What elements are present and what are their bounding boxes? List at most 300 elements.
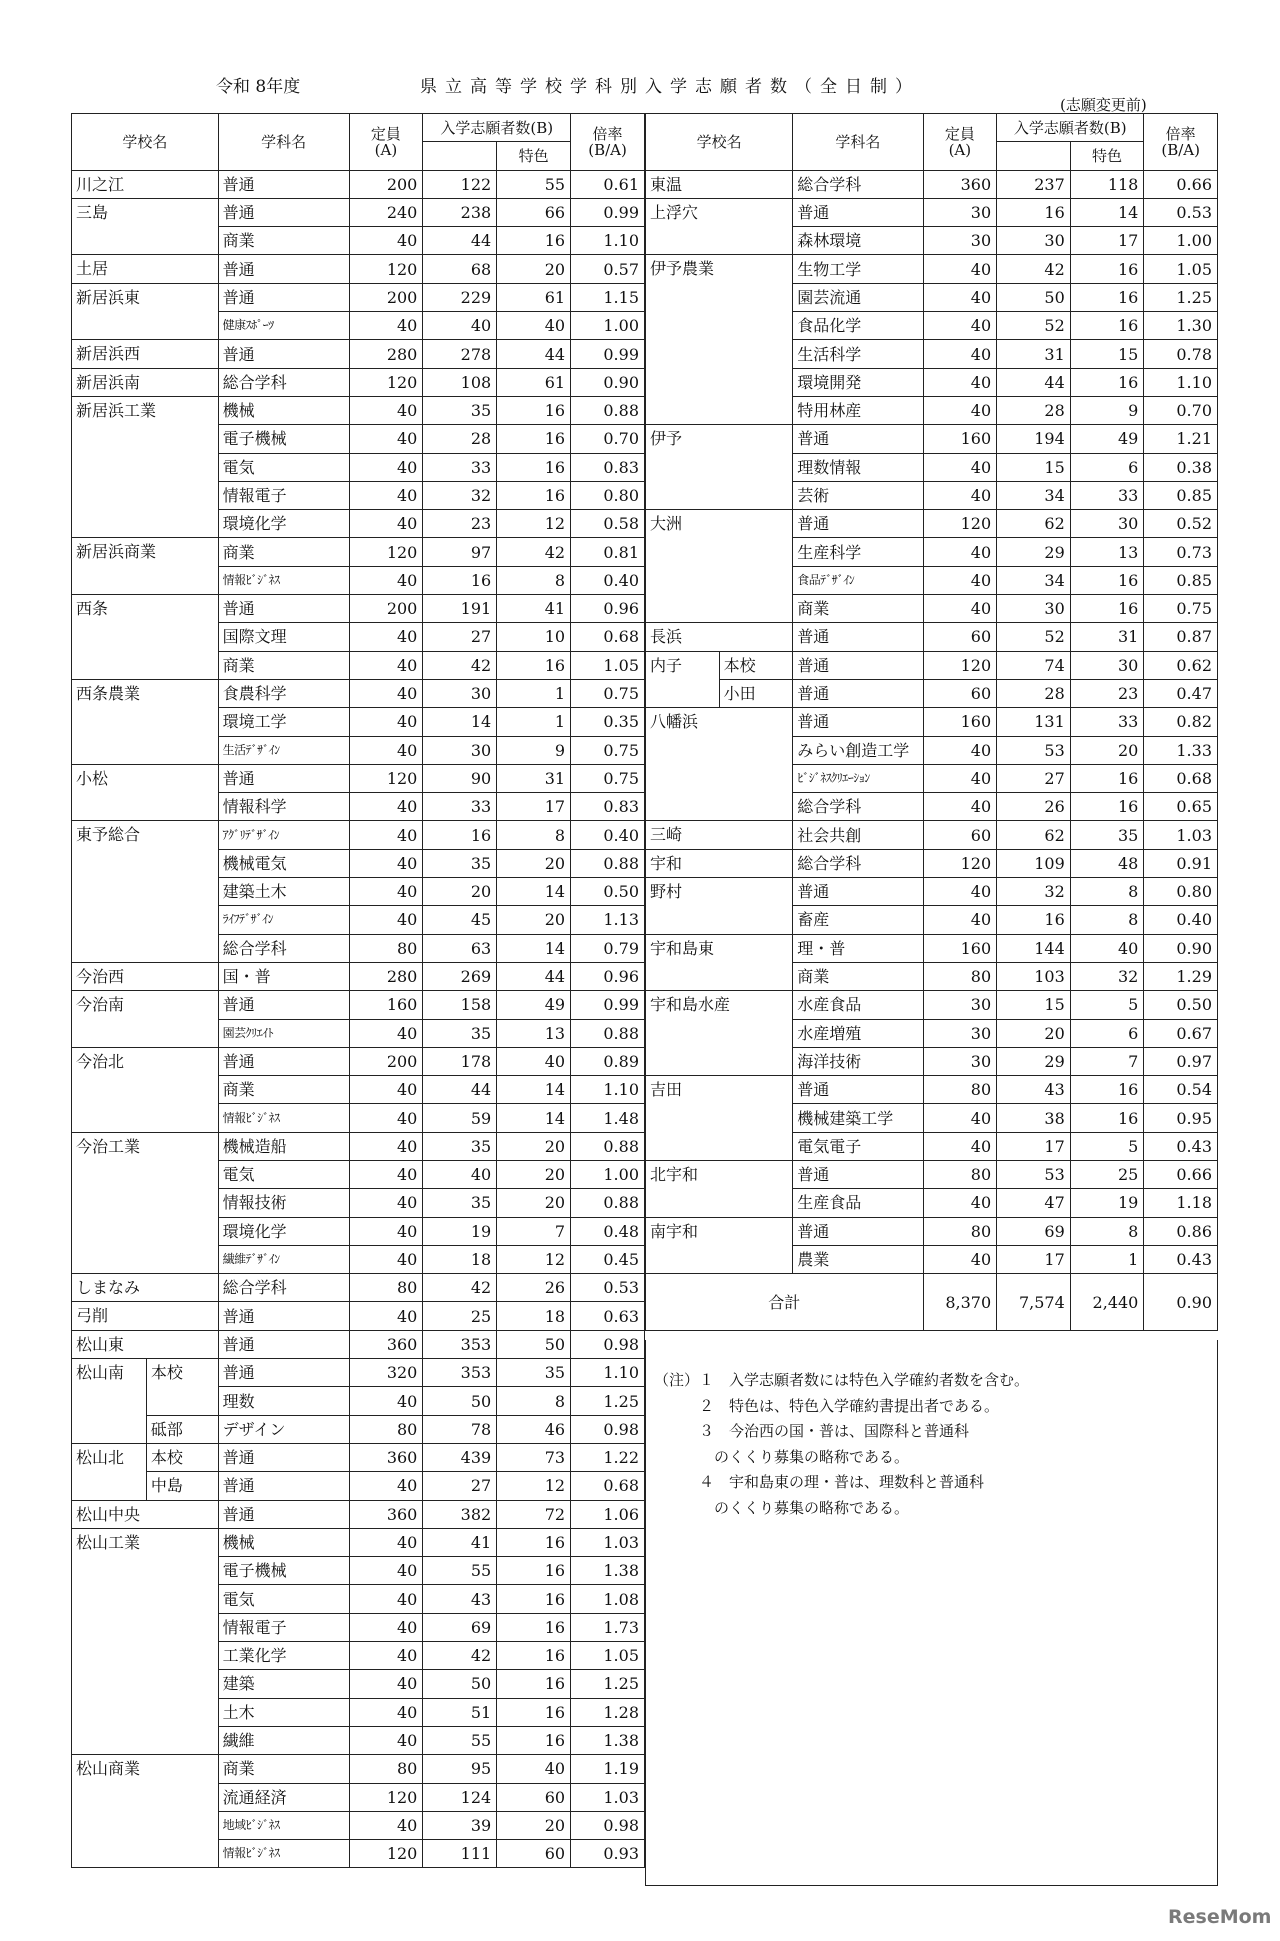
ratio-cell: 0.38 (1144, 453, 1218, 481)
applicants-cell: 35 (423, 849, 497, 877)
capacity-cell: 40 (349, 906, 423, 934)
tokushoku-cell: 41 (497, 595, 571, 623)
tokushoku-cell: 14 (497, 1104, 571, 1132)
capacity-cell: 40 (349, 1387, 423, 1415)
applicants-cell: 353 (423, 1330, 497, 1358)
applicants-cell: 30 (423, 736, 497, 764)
table-row (646, 623, 1218, 651)
tokushoku-cell: 16 (1070, 312, 1144, 340)
header-applicants: 入学志願者数(B) (423, 114, 571, 142)
dept-name: 普通 (793, 878, 923, 906)
ratio-cell: 0.89 (571, 1047, 645, 1075)
applicants-cell: 43 (423, 1585, 497, 1613)
dept-name: 商業 (793, 595, 923, 623)
table-row (646, 679, 1218, 707)
applicants-cell: 30 (997, 227, 1071, 255)
dept-name: ﾋﾞｼﾞﾈｽｸﾘｴｰｼｮﾝ (793, 764, 923, 792)
applicants-cell: 144 (997, 934, 1071, 962)
applicants-cell: 68 (423, 255, 497, 283)
tokushoku-cell: 16 (497, 1528, 571, 1556)
dept-name: 普通 (793, 1160, 923, 1188)
dept-name: 普通 (218, 1472, 349, 1500)
tokushoku-cell: 16 (497, 651, 571, 679)
tokushoku-cell: 14 (497, 934, 571, 962)
dept-name: 理数 (218, 1387, 349, 1415)
applicants-cell: 69 (423, 1613, 497, 1641)
dept-name: 国際文理 (218, 623, 349, 651)
dept-name: 機械電気 (218, 849, 349, 877)
capacity-cell: 200 (349, 1047, 423, 1075)
header-capacity: 定員 (A) (349, 114, 423, 171)
capacity-cell: 200 (349, 170, 423, 198)
ratio-cell: 0.99 (571, 340, 645, 368)
applicants-cell: 39 (423, 1811, 497, 1839)
ratio-cell: 1.18 (1144, 1189, 1218, 1217)
capacity-cell: 60 (923, 623, 997, 651)
dept-name: 機械 (218, 1528, 349, 1556)
capacity-cell: 80 (923, 962, 997, 990)
capacity-cell: 120 (923, 651, 997, 679)
table-row (646, 651, 1218, 679)
dept-name: 商業 (218, 538, 349, 566)
applicants-cell: 178 (423, 1047, 497, 1075)
header-ratio: 倍率 (B/A) (571, 114, 645, 171)
note-3-cont: のくくり募集の略称である。 (654, 1447, 910, 1466)
capacity-cell: 80 (349, 1755, 423, 1783)
capacity-cell: 40 (349, 651, 423, 679)
dept-name: 総合学科 (218, 934, 349, 962)
applicants-cell: 40 (423, 312, 497, 340)
applicants-cell: 14 (423, 708, 497, 736)
dept-name: 普通 (218, 340, 349, 368)
tokushoku-cell: 16 (497, 396, 571, 424)
ratio-cell: 0.68 (571, 1472, 645, 1500)
dept-name: 普通 (793, 679, 923, 707)
dept-name: 情報科学 (218, 793, 349, 821)
ratio-cell: 0.99 (571, 991, 645, 1019)
title-row (0, 72, 1280, 96)
header-dept: 学科名 (218, 114, 349, 171)
capacity-cell: 160 (923, 934, 997, 962)
ratio-cell: 0.67 (1144, 1019, 1218, 1047)
capacity-cell: 40 (349, 453, 423, 481)
dept-name: 生産科学 (793, 538, 923, 566)
capacity-cell: 40 (923, 396, 997, 424)
dept-name: みらい創造工学 (793, 736, 923, 764)
applicants-cell: 35 (423, 1019, 497, 1047)
tokushoku-cell: 61 (497, 368, 571, 396)
table-row (646, 1217, 1218, 1245)
tokushoku-cell: 49 (1070, 425, 1144, 453)
school-name: 宇和島水産 (646, 991, 793, 1076)
header-school: 学校名 (646, 114, 793, 171)
dept-name: 総合学科 (218, 368, 349, 396)
ratio-cell: 1.28 (571, 1698, 645, 1726)
ratio-cell: 0.88 (571, 396, 645, 424)
dept-name: 普通 (793, 708, 923, 736)
ratio-cell: 1.33 (1144, 736, 1218, 764)
capacity-cell: 40 (349, 1811, 423, 1839)
ratio-cell: 0.54 (1144, 1076, 1218, 1104)
capacity-cell: 40 (349, 510, 423, 538)
applicants-cell: 103 (997, 962, 1071, 990)
applicants-cell: 47 (997, 1189, 1071, 1217)
dept-name: 電気 (218, 1585, 349, 1613)
capacity-cell: 40 (349, 679, 423, 707)
ratio-cell: 0.98 (571, 1330, 645, 1358)
dept-name: 工業化学 (218, 1642, 349, 1670)
dept-name: 普通 (793, 651, 923, 679)
ratio-cell: 1.05 (571, 651, 645, 679)
ratio-cell: 0.91 (1144, 849, 1218, 877)
ratio-cell: 0.62 (1144, 651, 1218, 679)
applicants-cell: 15 (997, 991, 1071, 1019)
applicants-cell: 16 (997, 906, 1071, 934)
applicants-cell: 237 (997, 170, 1071, 198)
ratio-cell: 0.80 (1144, 878, 1218, 906)
ratio-cell: 0.95 (1144, 1104, 1218, 1132)
applicants-cell: 33 (423, 793, 497, 821)
ratio-cell: 0.80 (571, 481, 645, 509)
ratio-cell: 0.35 (571, 708, 645, 736)
applicants-cell: 35 (423, 1132, 497, 1160)
tokushoku-cell: 7 (1070, 1047, 1144, 1075)
ratio-cell: 0.98 (571, 1415, 645, 1443)
table-row (72, 170, 645, 198)
capacity-cell: 40 (349, 1104, 423, 1132)
ratio-cell: 0.66 (1144, 1160, 1218, 1188)
dept-name: 土木 (218, 1698, 349, 1726)
dept-name: 情報ﾋﾞｼﾞﾈｽ (218, 1104, 349, 1132)
ratio-cell: 0.90 (1144, 934, 1218, 962)
ratio-cell: 1.73 (571, 1613, 645, 1641)
applicants-cell: 42 (423, 1274, 497, 1302)
school-name: 内子 (646, 651, 720, 708)
capacity-cell: 80 (349, 1274, 423, 1302)
header-ratio: 倍率 (B/A) (1144, 114, 1218, 171)
table-row (72, 340, 645, 368)
ratio-cell: 1.05 (1144, 255, 1218, 283)
left-applicants-table (71, 113, 645, 1868)
capacity-cell: 40 (923, 878, 997, 906)
ratio-cell: 1.03 (571, 1783, 645, 1811)
capacity-cell: 40 (349, 1217, 423, 1245)
applicants-cell: 23 (423, 510, 497, 538)
applicants-cell: 28 (997, 396, 1071, 424)
dept-name: 商業 (218, 651, 349, 679)
applicants-cell: 35 (423, 1189, 497, 1217)
ratio-cell: 0.93 (571, 1840, 645, 1868)
ratio-cell: 1.30 (1144, 312, 1218, 340)
capacity-cell: 40 (923, 368, 997, 396)
ratio-cell: 1.29 (1144, 962, 1218, 990)
dept-name: 環境化学 (218, 1217, 349, 1245)
school-name: 今治西 (72, 962, 219, 990)
ratio-cell: 1.38 (571, 1726, 645, 1754)
tokushoku-cell: 40 (497, 1755, 571, 1783)
table-row (72, 821, 645, 849)
ratio-cell: 0.40 (571, 566, 645, 594)
ratio-cell: 0.88 (571, 1189, 645, 1217)
applicants-cell: 50 (423, 1670, 497, 1698)
ratio-cell: 0.75 (571, 764, 645, 792)
school-name: 東予総合 (72, 821, 219, 962)
left-table-body (72, 170, 645, 1868)
applicants-cell: 44 (423, 227, 497, 255)
dept-name: 芸術 (793, 481, 923, 509)
school-name: 今治南 (72, 991, 219, 1048)
applicants-cell: 34 (997, 481, 1071, 509)
school-name: 吉田 (646, 1076, 793, 1161)
capacity-cell: 30 (923, 1047, 997, 1075)
header-tokushoku: 特色 (497, 142, 571, 170)
applicants-cell: 191 (423, 595, 497, 623)
dept-name: 総合学科 (218, 1274, 349, 1302)
applicants-cell: 52 (997, 312, 1071, 340)
ratio-cell: 0.48 (571, 1217, 645, 1245)
ratio-cell: 1.00 (1144, 227, 1218, 255)
dept-name: 森林環境 (793, 227, 923, 255)
school-name: 今治工業 (72, 1132, 219, 1273)
campus-name: 本校 (146, 1359, 218, 1416)
dept-name: 建築 (218, 1670, 349, 1698)
applicants-cell: 17 (997, 1132, 1071, 1160)
applicants-cell: 33 (423, 453, 497, 481)
school-name: 八幡浜 (646, 708, 793, 821)
ratio-cell: 0.79 (571, 934, 645, 962)
applicants-cell: 44 (997, 368, 1071, 396)
applicants-cell: 97 (423, 538, 497, 566)
tokushoku-cell: 40 (497, 1047, 571, 1075)
tokushoku-cell: 16 (1070, 368, 1144, 396)
capacity-cell: 40 (923, 312, 997, 340)
header-dept: 学科名 (793, 114, 923, 171)
school-name: 土居 (72, 255, 219, 283)
table-row (72, 962, 645, 990)
tokushoku-cell: 9 (497, 736, 571, 764)
table-row (72, 991, 645, 1019)
capacity-cell: 40 (349, 1472, 423, 1500)
tokushoku-cell: 18 (497, 1302, 571, 1330)
tokushoku-cell: 12 (497, 510, 571, 538)
dept-name: 特用林産 (793, 396, 923, 424)
applicants-cell: 34 (997, 566, 1071, 594)
dept-name: 普通 (793, 1076, 923, 1104)
applicants-cell: 31 (997, 340, 1071, 368)
capacity-cell: 240 (349, 198, 423, 226)
capacity-cell: 40 (349, 1613, 423, 1641)
capacity-cell: 40 (923, 1104, 997, 1132)
dept-name: 食品化学 (793, 312, 923, 340)
dept-name: 普通 (218, 764, 349, 792)
capacity-cell: 40 (923, 1132, 997, 1160)
applicants-cell: 55 (423, 1726, 497, 1754)
resemom-logo: ReseMom (1168, 1906, 1272, 1928)
tokushoku-cell: 33 (1070, 708, 1144, 736)
capacity-cell: 40 (923, 481, 997, 509)
ratio-cell: 1.25 (571, 1670, 645, 1698)
tokushoku-cell: 15 (1070, 340, 1144, 368)
tokushoku-cell: 23 (1070, 679, 1144, 707)
dept-name: 電子機械 (218, 1557, 349, 1585)
school-name: 松山商業 (72, 1755, 219, 1868)
applicants-cell: 55 (423, 1557, 497, 1585)
dept-name: 電気 (218, 1160, 349, 1188)
ratio-cell: 0.78 (1144, 340, 1218, 368)
applicants-cell: 62 (997, 821, 1071, 849)
tokushoku-cell: 10 (497, 623, 571, 651)
campus-name: 中島 (146, 1472, 218, 1500)
tokushoku-cell: 44 (497, 962, 571, 990)
dept-name: 普通 (218, 1500, 349, 1528)
applicants-cell: 30 (423, 679, 497, 707)
school-name: 宇和 (646, 849, 793, 877)
tokushoku-cell: 50 (497, 1330, 571, 1358)
applicants-cell: 45 (423, 906, 497, 934)
capacity-cell: 40 (349, 566, 423, 594)
capacity-cell: 120 (923, 510, 997, 538)
capacity-cell: 40 (349, 227, 423, 255)
ratio-cell: 0.83 (571, 793, 645, 821)
ratio-cell: 1.10 (571, 1076, 645, 1104)
school-name: 伊予農業 (646, 255, 793, 425)
capacity-cell: 30 (923, 227, 997, 255)
ratio-cell: 1.48 (571, 1104, 645, 1132)
dept-name: 商業 (218, 1755, 349, 1783)
dept-name: 社会共創 (793, 821, 923, 849)
school-name: 伊予 (646, 425, 793, 510)
capacity-cell: 40 (349, 1160, 423, 1188)
dept-name: 生物工学 (793, 255, 923, 283)
ratio-cell: 0.47 (1144, 679, 1218, 707)
tokushoku-cell: 16 (497, 1557, 571, 1585)
capacity-cell: 360 (923, 170, 997, 198)
capacity-cell: 40 (923, 906, 997, 934)
ratio-cell: 1.00 (571, 312, 645, 340)
header-applicants: 入学志願者数(B) (997, 114, 1144, 142)
dept-name: 普通 (218, 991, 349, 1019)
applicants-cell: 27 (423, 1472, 497, 1500)
header-school: 学校名 (72, 114, 219, 171)
applicants-cell: 41 (423, 1528, 497, 1556)
ratio-cell: 0.61 (571, 170, 645, 198)
dept-name: 普通 (793, 198, 923, 226)
applicants-cell: 30 (997, 595, 1071, 623)
dept-name: 普通 (218, 255, 349, 283)
tokushoku-cell: 42 (497, 538, 571, 566)
capacity-cell: 40 (349, 1698, 423, 1726)
dept-name: ﾗｲﾌﾃﾞｻﾞｲﾝ (218, 906, 349, 934)
total-tokushoku: 2,440 (1070, 1274, 1144, 1331)
table-row (72, 679, 645, 707)
school-name: 松山工業 (72, 1528, 219, 1754)
dept-name: 情報ﾋﾞｼﾞﾈｽ (218, 566, 349, 594)
ratio-cell: 1.25 (571, 1387, 645, 1415)
applicants-cell: 52 (997, 623, 1071, 651)
applicants-cell: 353 (423, 1359, 497, 1387)
capacity-cell: 360 (349, 1330, 423, 1358)
table-row (72, 764, 645, 792)
tokushoku-cell: 12 (497, 1472, 571, 1500)
dept-name: 園芸流通 (793, 283, 923, 311)
ratio-cell: 1.21 (1144, 425, 1218, 453)
school-name: 宇和島東 (646, 934, 793, 991)
capacity-cell: 60 (923, 821, 997, 849)
capacity-cell: 120 (349, 764, 423, 792)
ratio-cell: 1.08 (571, 1585, 645, 1613)
tokushoku-cell: 20 (497, 1811, 571, 1839)
tokushoku-cell: 20 (497, 1189, 571, 1217)
capacity-cell: 40 (923, 764, 997, 792)
applicants-cell: 32 (997, 878, 1071, 906)
tokushoku-cell: 16 (497, 1613, 571, 1641)
total-row (646, 1274, 1218, 1331)
applicants-cell: 42 (997, 255, 1071, 283)
tokushoku-cell: 31 (1070, 623, 1144, 651)
capacity-cell: 30 (923, 991, 997, 1019)
capacity-cell: 120 (923, 849, 997, 877)
table-row (646, 708, 1218, 736)
applicants-cell: 50 (997, 283, 1071, 311)
applicants-cell: 59 (423, 1104, 497, 1132)
ratio-cell: 0.50 (1144, 991, 1218, 1019)
tokushoku-cell: 13 (497, 1019, 571, 1047)
tokushoku-cell: 16 (1070, 1104, 1144, 1132)
applicants-cell: 53 (997, 736, 1071, 764)
tokushoku-cell: 25 (1070, 1160, 1144, 1188)
capacity-cell: 40 (349, 1132, 423, 1160)
dept-name: 流通経済 (218, 1783, 349, 1811)
ratio-cell: 1.10 (1144, 368, 1218, 396)
tokushoku-cell: 13 (1070, 538, 1144, 566)
capacity-cell: 40 (349, 878, 423, 906)
dept-name: 普通 (218, 1443, 349, 1471)
right-applicants-table (645, 113, 1218, 1331)
table-row (72, 1472, 645, 1500)
tokushoku-cell: 46 (497, 1415, 571, 1443)
tokushoku-cell: 14 (497, 1076, 571, 1104)
school-name: 松山東 (72, 1330, 219, 1358)
dept-name: 畜産 (793, 906, 923, 934)
table-row (646, 510, 1218, 538)
ratio-cell: 0.40 (1144, 906, 1218, 934)
dept-name: 機械建築工学 (793, 1104, 923, 1132)
school-name: 松山北 (72, 1443, 147, 1500)
tokushoku-cell: 30 (1070, 510, 1144, 538)
tokushoku-cell: 60 (497, 1783, 571, 1811)
tokushoku-cell: 44 (497, 340, 571, 368)
tokushoku-cell: 35 (497, 1359, 571, 1387)
dept-name: 情報電子 (218, 1613, 349, 1641)
school-name: 新居浜工業 (72, 396, 219, 537)
dept-name: 普通 (218, 1047, 349, 1075)
applicants-cell: 20 (997, 1019, 1071, 1047)
ratio-cell: 0.53 (1144, 198, 1218, 226)
tokushoku-cell: 6 (1070, 1019, 1144, 1047)
tokushoku-cell: 55 (497, 170, 571, 198)
dept-name: 海洋技術 (793, 1047, 923, 1075)
tokushoku-cell: 26 (497, 1274, 571, 1302)
school-name: 西条農業 (72, 679, 219, 764)
dept-name: 食品ﾃﾞｻﾞｲﾝ (793, 566, 923, 594)
applicants-cell: 78 (423, 1415, 497, 1443)
applicants-cell: 35 (423, 396, 497, 424)
ratio-cell: 0.83 (571, 453, 645, 481)
ratio-cell: 0.75 (571, 679, 645, 707)
applicants-cell: 63 (423, 934, 497, 962)
note-2: ２ 特色は、特色入学確約書提出者である。 (654, 1396, 1000, 1415)
campus-name: 砥部 (146, 1415, 218, 1443)
